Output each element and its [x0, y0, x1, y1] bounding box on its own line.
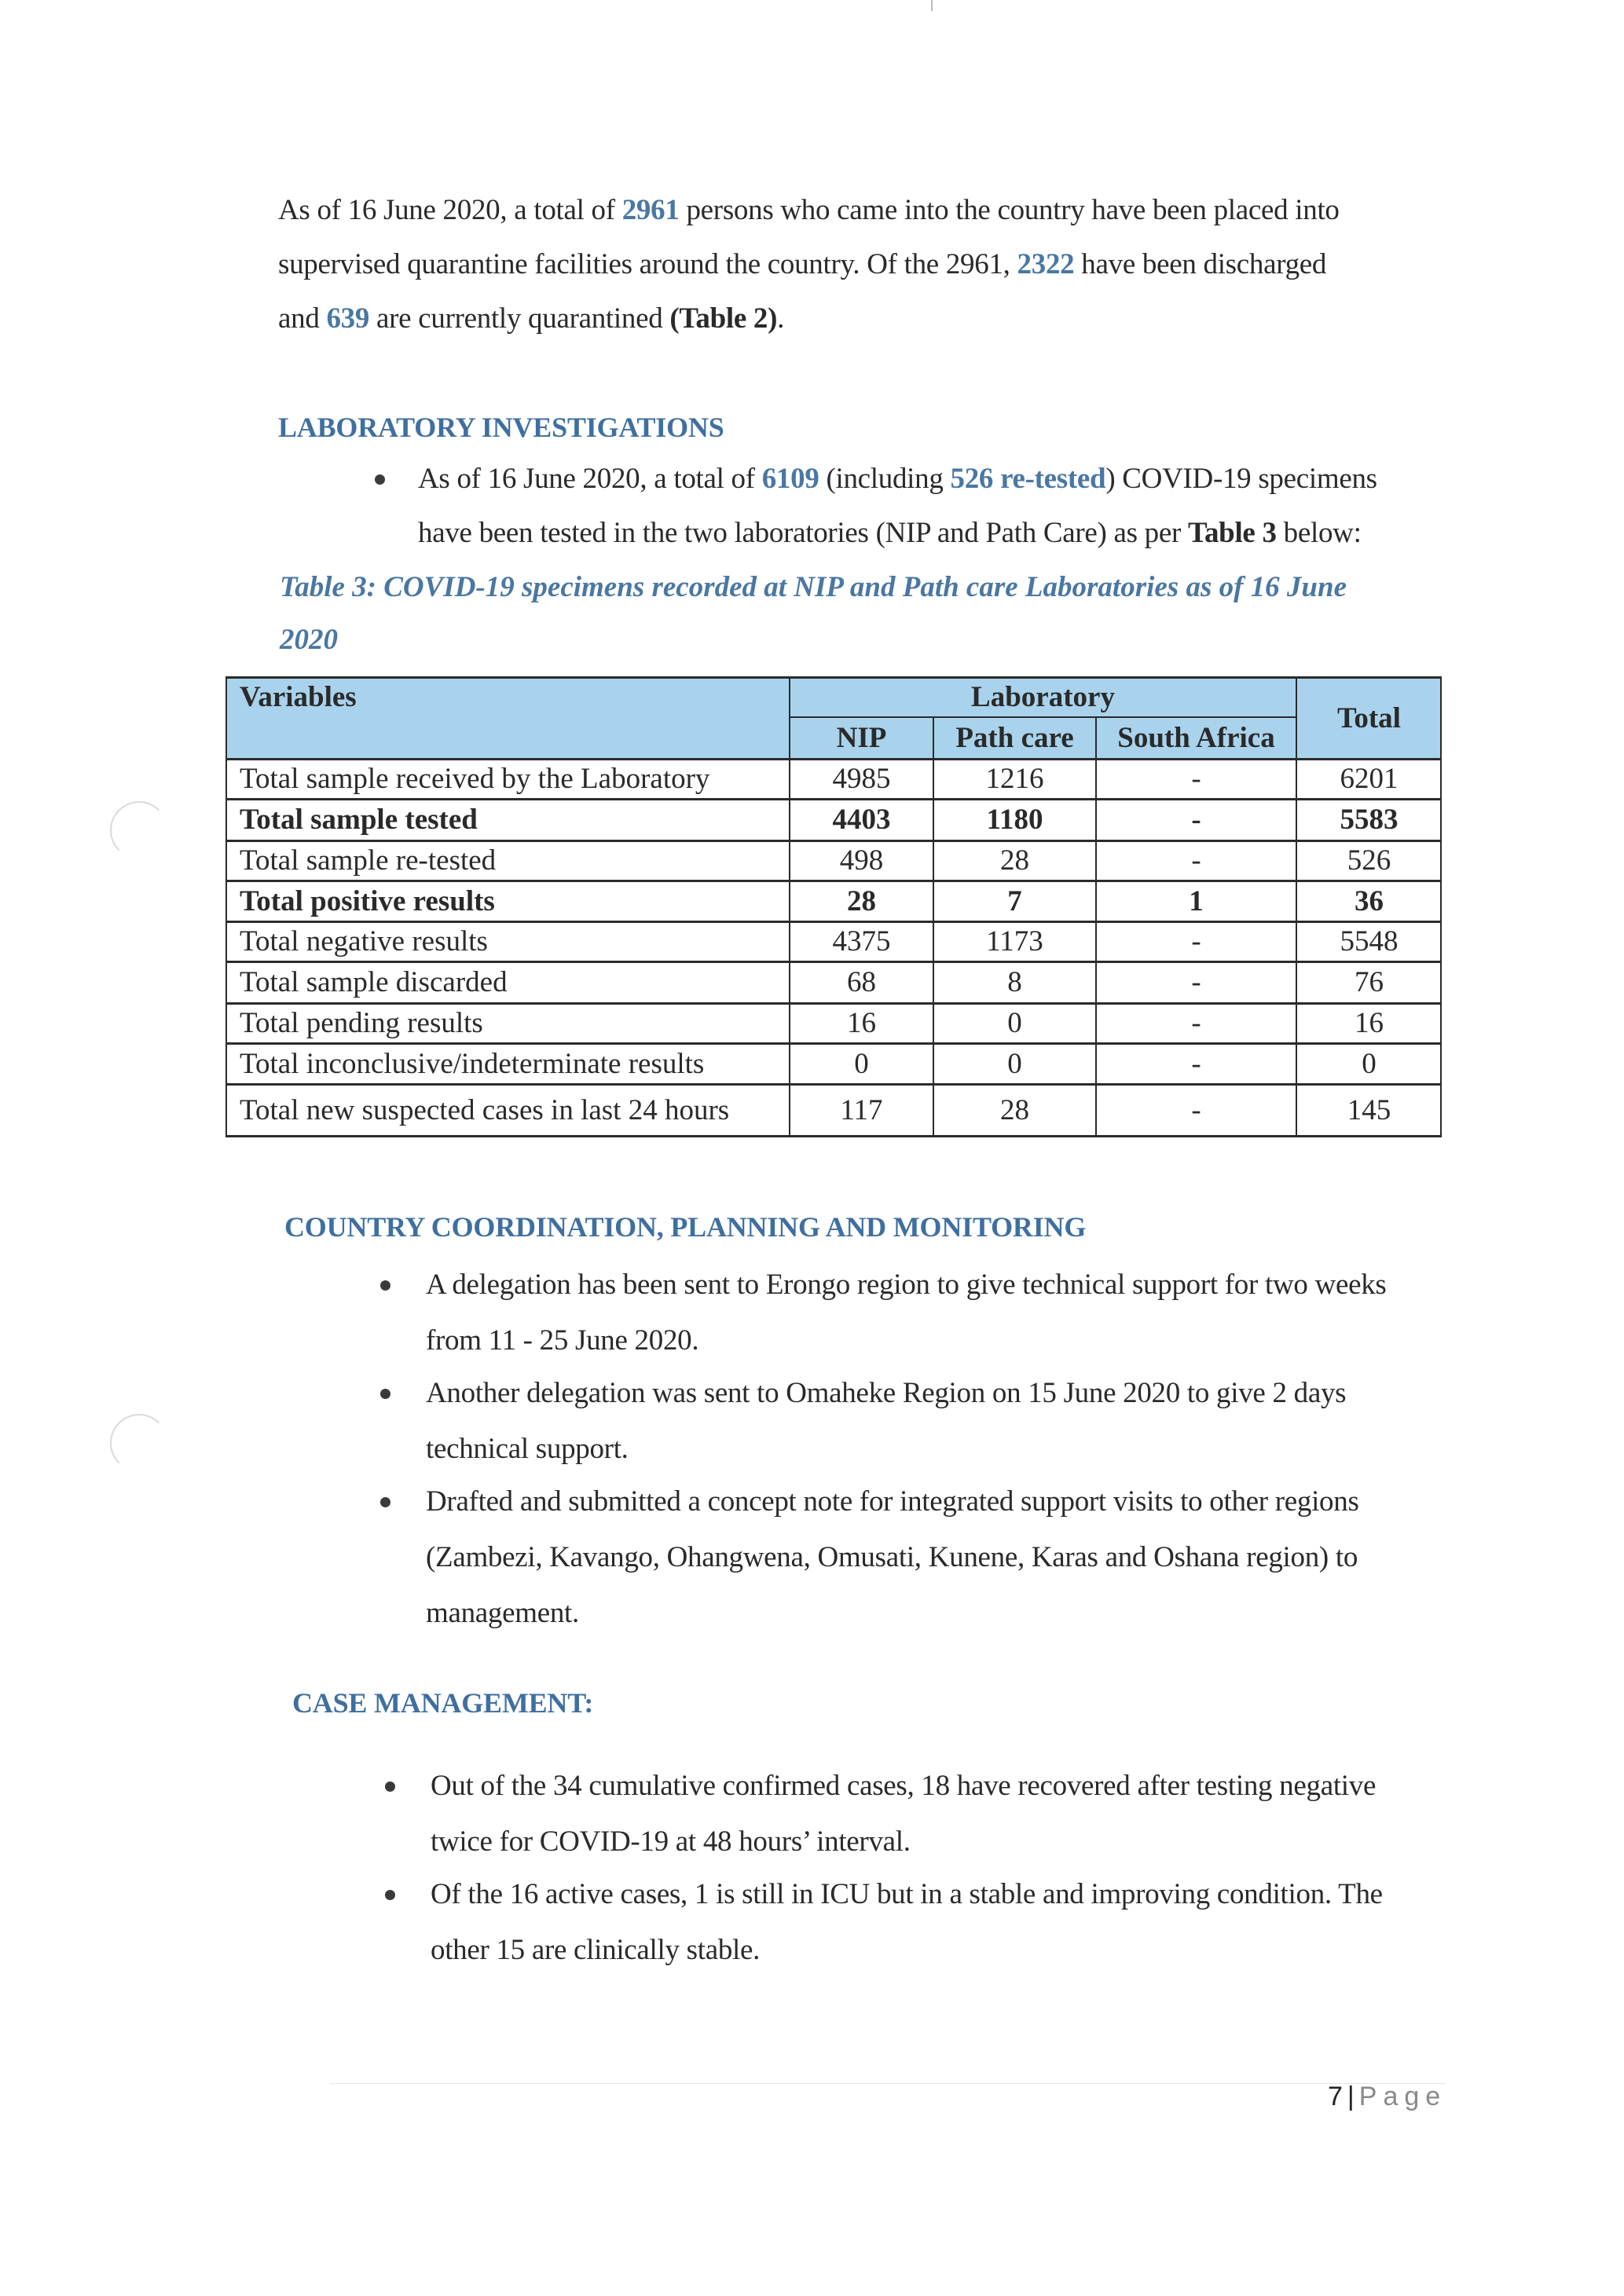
path-care-value: 28: [1000, 844, 1029, 877]
table-border: [790, 716, 1296, 718]
footer-rule: [330, 2083, 1446, 2084]
case-bullet-line: Of the 16 active cases, 1 is still in ICU but in a stable and improving condition. The: [431, 1878, 1383, 1910]
nip-value: 28: [847, 884, 876, 917]
row-label-cell: [225, 1043, 790, 1084]
total-value-cell: [1296, 1003, 1442, 1043]
table-border: [789, 677, 790, 1137]
lab-bullet-line: [418, 462, 1377, 496]
row-label-cell: [225, 759, 790, 799]
south-africa-value: -: [1191, 763, 1201, 795]
nip-value-cell: [790, 840, 933, 881]
table-border: [1095, 717, 1097, 1137]
row-label: Total inconclusive/indeterminate results: [240, 1047, 705, 1080]
row-label: Total new suspected cases in last 24 hours: [240, 1094, 730, 1126]
path-care-value: 0: [1007, 1007, 1022, 1039]
case-bullet-line: twice for COVID-19 at 48 hours’ interval.: [431, 1825, 911, 1858]
section-heading-case-management: CASE MANAGEMENT:: [292, 1687, 594, 1719]
row-label: Total pending results: [240, 1007, 483, 1039]
row-label-cell: [225, 840, 790, 881]
section-heading-laboratory: LABORATORY INVESTIGATIONS: [278, 412, 724, 443]
nip-value: 4403: [832, 804, 891, 836]
path-care-value-cell: [933, 1003, 1096, 1043]
nip-value: 68: [847, 966, 876, 998]
row-label: Total negative results: [240, 925, 488, 958]
total-value: 0: [1362, 1047, 1377, 1080]
text-run: .: [777, 302, 785, 335]
path-care-value-cell: [933, 1043, 1096, 1084]
total-value: 145: [1347, 1094, 1391, 1126]
text-run: persons who came into the country have been placed into: [679, 194, 1340, 226]
text-run: and: [278, 302, 327, 335]
lab-bullet-line: [418, 516, 1362, 551]
row-divider: [225, 921, 1442, 923]
total-value-cell: [1296, 759, 1442, 799]
path-care-value: 7: [1007, 884, 1022, 917]
path-care-value-cell: [933, 759, 1096, 799]
path-care-value-cell: [933, 799, 1096, 840]
page-footer: [1328, 2082, 1446, 2112]
coordination-bullet-line: Another delegation was sent to Omaheke Region on 15 June 2020 to give 2 days: [426, 1377, 1347, 1409]
nip-value: 498: [839, 844, 884, 877]
south-africa-value-cell: [1096, 1043, 1296, 1084]
total-value: 36: [1355, 884, 1384, 917]
path-care-value: 1180: [986, 804, 1043, 836]
south-africa-value-cell: [1096, 961, 1296, 1003]
header-south-africa: South Africa: [1117, 722, 1275, 754]
table-border-top: [225, 676, 1442, 679]
row-label: Total sample received by the Laboratory: [240, 763, 710, 795]
total-value-cell: [1296, 881, 1442, 921]
header-nip-cell: [790, 717, 933, 759]
highlighted-number: 6109: [761, 463, 819, 495]
intro-line: [278, 302, 784, 336]
nip-value-cell: [790, 1003, 933, 1043]
total-value-cell: [1296, 840, 1442, 881]
nip-value: 4375: [832, 925, 891, 958]
section-heading-coordination: COUNTRY COORDINATION, PLANNING AND MONITORING: [284, 1211, 1087, 1243]
south-africa-value-cell: [1096, 881, 1296, 921]
total-value: 5583: [1340, 804, 1399, 836]
row-label: Total sample re-tested: [240, 844, 497, 877]
row-divider: [225, 961, 1442, 963]
bullet-icon: [380, 1389, 390, 1399]
table-border-bottom: [225, 1135, 1442, 1137]
south-africa-value: -: [1191, 1047, 1201, 1080]
header-laboratory: Laboratory: [971, 681, 1115, 713]
highlighted-number: 2961: [621, 194, 680, 226]
nip-value-cell: [790, 799, 933, 840]
text-run: As of 16 June 2020, a total of: [278, 194, 622, 226]
row-label-cell: [225, 1003, 790, 1043]
highlighted-number: 639: [326, 302, 370, 335]
nip-value-cell: [790, 759, 933, 799]
south-africa-value: -: [1191, 925, 1201, 958]
row-label: Total sample tested: [240, 804, 478, 836]
table-border: [1296, 677, 1297, 1137]
coordination-bullet-line: Drafted and submitted a concept note for integrated support visits to other regions: [426, 1485, 1359, 1518]
bold-reference: (Table 2): [669, 302, 778, 335]
path-care-value: 1216: [985, 763, 1044, 795]
nip-value-cell: [790, 1043, 933, 1084]
path-care-value-cell: [933, 881, 1096, 921]
row-label-cell: [225, 881, 790, 921]
nip-value-cell: [790, 1084, 933, 1137]
table-border-right: [1440, 677, 1442, 1137]
scan-top-mark: [931, 0, 933, 11]
header-variables-cell: [225, 677, 790, 759]
row-divider: [225, 1002, 1442, 1005]
text-run: As of 16 June 2020, a total of: [418, 463, 762, 495]
bullet-icon: [380, 1280, 390, 1291]
total-value-cell: [1296, 961, 1442, 1003]
coordination-bullet-line: A delegation has been sent to Erongo region to give technical support for two weeks: [426, 1269, 1387, 1301]
total-value: 16: [1355, 1007, 1384, 1039]
south-africa-value: 1: [1189, 884, 1204, 917]
text-run: have been tested in the two laboratories (NIP and Path Care) as per: [418, 517, 1188, 549]
nip-value: 0: [854, 1047, 869, 1080]
nip-value: 4985: [832, 763, 891, 795]
header-laboratory-cell: [790, 677, 1296, 717]
nip-value: 16: [847, 1007, 876, 1039]
header-variables: Variables: [240, 681, 357, 713]
table-caption: Table 3: COVID-19 specimens recorded at NIP and Path care Laboratories as of 16 June: [280, 571, 1347, 603]
south-africa-value-cell: [1096, 840, 1296, 881]
south-africa-value: -: [1191, 844, 1201, 877]
highlighted-number: 2322: [1017, 248, 1075, 280]
south-africa-value-cell: [1096, 1084, 1296, 1137]
total-value: 76: [1355, 966, 1384, 998]
text-run: supervised quarantine facilities around the country. Of the 2961,: [278, 248, 1017, 280]
page-number: 7: [1328, 2082, 1343, 2111]
page-label: Page: [1358, 2082, 1447, 2111]
header-path-care: Path care: [955, 722, 1074, 754]
text-run: below:: [1276, 517, 1362, 549]
text-run: have been discharged: [1074, 248, 1327, 280]
south-africa-value-cell: [1096, 759, 1296, 799]
intro-line: [278, 193, 1340, 228]
table-border-left: [225, 677, 227, 1137]
south-africa-value: -: [1191, 804, 1201, 836]
row-label-cell: [225, 799, 790, 840]
south-africa-value: -: [1191, 966, 1201, 998]
text-run: are currently quarantined: [369, 302, 670, 335]
bold-reference: Table 3: [1187, 517, 1277, 549]
total-value-cell: [1296, 1043, 1442, 1084]
text-run: (including: [819, 463, 951, 495]
south-africa-value-cell: [1096, 921, 1296, 961]
header-southafrica-cell: [1096, 717, 1296, 759]
header-nip: NIP: [836, 722, 887, 754]
row-divider: [225, 880, 1442, 882]
south-africa-value-cell: [1096, 799, 1296, 840]
table-border: [933, 717, 934, 1137]
path-care-value-cell: [933, 1084, 1096, 1137]
bullet-icon: [385, 1890, 395, 1900]
total-value-cell: [1296, 799, 1442, 840]
south-africa-value-cell: [1096, 1003, 1296, 1043]
path-care-value-cell: [933, 840, 1096, 881]
row-label-cell: [225, 1084, 790, 1137]
footer-separator: |: [1347, 2082, 1355, 2111]
header-pathcare-cell: [933, 717, 1096, 759]
path-care-value: 8: [1007, 966, 1022, 998]
coordination-bullet-line: management.: [426, 1597, 579, 1629]
total-value-cell: [1296, 921, 1442, 961]
header-total-cell: [1296, 677, 1442, 759]
table-caption: 2020: [280, 624, 338, 656]
row-label: Total sample discarded: [240, 966, 508, 998]
case-bullet-line: other 15 are clinically stable.: [431, 1934, 761, 1966]
total-value: 5548: [1340, 925, 1399, 958]
case-bullet-line: Out of the 34 cumulative confirmed cases, 18 have recovered after testing negative: [431, 1770, 1377, 1802]
total-value: 526: [1347, 844, 1391, 877]
nip-value-cell: [790, 921, 933, 961]
path-care-value: 28: [1000, 1094, 1029, 1126]
path-care-value: 0: [1007, 1047, 1022, 1080]
nip-value-cell: [790, 881, 933, 921]
nip-value-cell: [790, 961, 933, 1003]
nip-value: 117: [840, 1094, 883, 1126]
path-care-value: 1173: [986, 925, 1043, 958]
bullet-icon: [385, 1782, 395, 1792]
bullet-icon: [375, 474, 385, 485]
south-africa-value: -: [1191, 1094, 1201, 1126]
lab-results-table: [225, 677, 1442, 1137]
scan-punch-mark: [110, 1414, 168, 1472]
coordination-bullet-line: (Zambezi, Kavango, Ohangwena, Omusati, Kunene, Karas and Oshana region) to: [426, 1541, 1358, 1573]
row-divider: [225, 840, 1442, 842]
text-run: ) COVID-19 specimens: [1105, 463, 1377, 495]
path-care-value-cell: [933, 961, 1096, 1003]
row-divider: [225, 1042, 1442, 1045]
total-value-cell: [1296, 1084, 1442, 1137]
highlighted-number: 526 re-tested: [950, 463, 1106, 495]
total-value: 6201: [1340, 763, 1399, 795]
scan-punch-mark: [110, 801, 168, 859]
intro-line: [278, 247, 1326, 282]
row-divider: [225, 798, 1442, 800]
path-care-value-cell: [933, 921, 1096, 961]
row-label: Total positive results: [240, 884, 495, 917]
header-total: Total: [1337, 701, 1401, 734]
coordination-bullet-line: from 11 - 25 June 2020.: [426, 1324, 699, 1357]
south-africa-value: -: [1191, 1007, 1201, 1039]
table-border: [225, 758, 1442, 760]
row-divider: [225, 1083, 1442, 1086]
row-label-cell: [225, 961, 790, 1003]
coordination-bullet-line: technical support.: [426, 1433, 629, 1465]
bullet-icon: [380, 1497, 390, 1507]
row-label-cell: [225, 921, 790, 961]
